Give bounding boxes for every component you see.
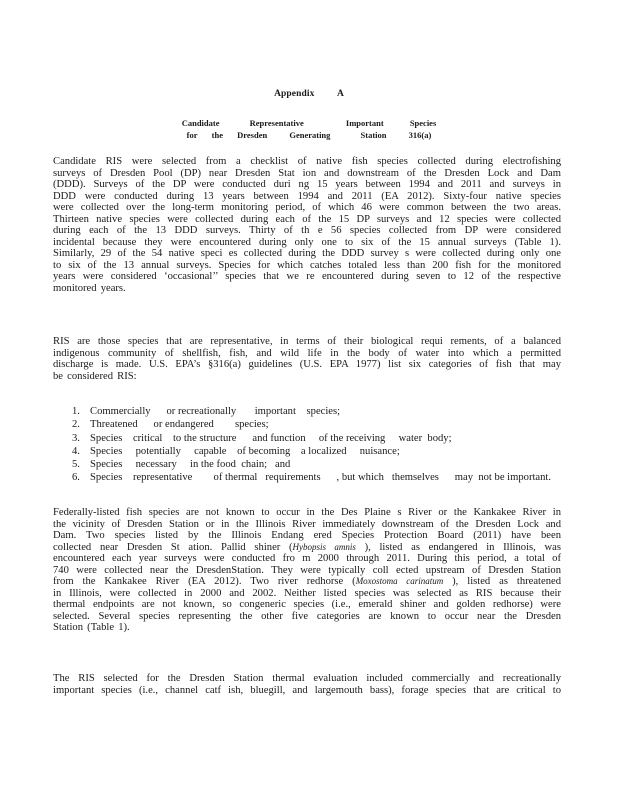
text-segment: from the Kankakee River (EA 2012). Two river redhorse (	[53, 576, 356, 587]
text-line	[53, 588, 561, 600]
text-line: during each of the 13 DDD surveys. Thirty of th e 56 species collected from DP were considered	[53, 225, 561, 236]
title-word: Candidate	[181, 118, 220, 128]
text-segment: Dam. Two species listed by the Illinois Endang ered Species Protection Board (2011) have been	[53, 530, 561, 541]
list-item	[72, 405, 552, 418]
text-line: discharge is made. U.S. EPA’s §316(a) guidelines (U.S. EPA 1977) list six categories of fish that may	[53, 359, 561, 370]
title-word: Dresden	[237, 130, 268, 140]
text-line	[53, 530, 561, 542]
text-line: to six of the 13 annual surveys. Species for which catches totaled less than 200 fish for the monitored	[53, 259, 561, 271]
text-segment: ), listed as threatened	[443, 576, 561, 587]
text-line: The RIS selected for the Dresden Station thermal evaluation included commercially and recreationally	[53, 673, 561, 684]
list-item	[72, 458, 552, 471]
paragraph-ris-definition	[53, 336, 561, 382]
list-text: Species representative of thermal requirements , but which themselves may not be important.	[90, 472, 552, 484]
text-segment: collected near Dresden St ation. Pallid shiner (	[53, 541, 293, 553]
text-line	[53, 565, 561, 577]
text-line	[53, 622, 561, 634]
text-line	[53, 599, 561, 611]
text-line: be considered RIS:	[53, 370, 137, 382]
text-line: Candidate RIS were selected from a checklist of native fish species collected during electrofishing	[53, 156, 561, 167]
list-text: Threatened or endangered species;	[90, 419, 269, 431]
text-line: were collected over the long-term monitoring period, of which 46 were common between the two areas.	[53, 202, 561, 213]
document-title	[0, 117, 618, 141]
text-line	[53, 519, 561, 531]
text-segment: ), listed as endangered in Illinois, was	[355, 541, 561, 553]
list-item	[72, 471, 552, 484]
text-segment: the vicinity of Dresden Station or in the Illinois River immediately downstream of the Dresden Lock and	[53, 518, 561, 530]
text-line: RIS are those species that are representative, in terms of their biological requi rements, of a balanced	[53, 336, 561, 347]
title-line-2	[0, 129, 618, 141]
title-word: Important	[345, 118, 384, 128]
title-word: 316(a)	[408, 130, 432, 140]
title-line-1	[0, 117, 618, 129]
text-line: incidental because they were encountered during only one to six of the 15 annual surveys (Table 1).	[53, 236, 561, 248]
list-item	[72, 432, 552, 445]
list-number: 4.	[72, 445, 80, 457]
text-line	[53, 553, 561, 565]
text-segment: Station (Table 1).	[53, 622, 130, 633]
text-line: Thirteen native species were collected during each of the 15 DP surveys and 12 species were collected	[53, 213, 561, 225]
species-scientific-name: Moxostoma carinatum	[355, 576, 444, 586]
paragraph-candidate-ris	[53, 156, 561, 294]
species-scientific-name: Hybopsis amnis	[292, 541, 356, 552]
list-text: Species potentially capable of becoming a localized nuisance;	[90, 445, 400, 457]
list-number: 6.	[72, 472, 80, 484]
text-line: important species (i.e., channel catf ish, bluegill, and largemouth bass), forage species that are critical to	[53, 684, 561, 696]
list-number: 5.	[72, 459, 80, 471]
appendix-label: Appendix	[274, 89, 315, 99]
text-line	[53, 507, 561, 519]
appendix-heading	[0, 89, 618, 99]
paragraph-federally-listed	[53, 507, 561, 634]
text-segment: 740 were collected near the DresdenStation. They were typically coll ected upstream of Dresden Station	[53, 564, 561, 576]
list-text: Commercially or recreationally important species;	[90, 406, 341, 417]
list-number: 3.	[72, 432, 80, 444]
text-segment: thermal endpoints are not known, so congeneric species (i.e., emerald shiner and golden redhorse) were	[53, 599, 561, 610]
text-line	[53, 542, 561, 554]
text-line: monitored years.	[53, 282, 126, 294]
list-item	[72, 445, 552, 458]
text-line: years were considered ‘occasional’’ species that we re encountered during seven to 12 of the respective	[53, 271, 561, 282]
text-line: DDD were conducted during 13 years between 1994 and 2011 (EA 2012). Sixty-four native species	[53, 190, 561, 202]
title-word: Representative	[249, 118, 304, 128]
title-word: for	[186, 130, 198, 140]
list-text: Species critical to the structure and function of the receiving water body;	[90, 432, 452, 444]
text-segment: selected. Several species representing the other five categories are known to occur near the Dresden	[53, 610, 561, 622]
text-line: indigenous community of shellfish, fish, and wild life in the body of water into which a permitted	[53, 347, 561, 359]
title-word: Species	[409, 118, 437, 128]
title-word: the	[211, 130, 223, 140]
list-number: 1.	[72, 406, 80, 417]
ris-category-list	[72, 405, 552, 485]
list-item	[72, 418, 552, 431]
list-number: 2.	[72, 419, 80, 431]
text-line: (DDD). Surveys of the DP were conducted duri ng 15 years between 1994 and 2011 and surveys in	[53, 179, 561, 190]
text-segment: in Illinois, were collected in 2000 and 2002. Neither listed species was selected as RIS because their	[53, 587, 561, 599]
text-line: Similarly, 29 of the 54 native speci es collected during the DDD survey s were collected during only one	[53, 248, 561, 259]
appendix-letter: A	[336, 89, 344, 99]
text-line	[53, 611, 561, 623]
paragraph-ris-selected	[53, 673, 561, 696]
text-segment: Federally-listed fish species are not known to occur in the Des Plaine s River or the Kankakee River in	[53, 507, 561, 518]
title-word: Station	[360, 130, 387, 140]
title-word: Generating	[289, 130, 331, 140]
text-line	[53, 576, 561, 588]
text-line: surveys of Dresden Pool (DP) near Dresden Stat ion and downstream of the Dresden Lock and Dam	[53, 167, 561, 179]
text-segment: encountered each year surveys were conducted fro m 2000 through 2011. During this period, a total of	[53, 553, 561, 564]
list-text: Species necessary in the food chain; and	[90, 459, 291, 471]
